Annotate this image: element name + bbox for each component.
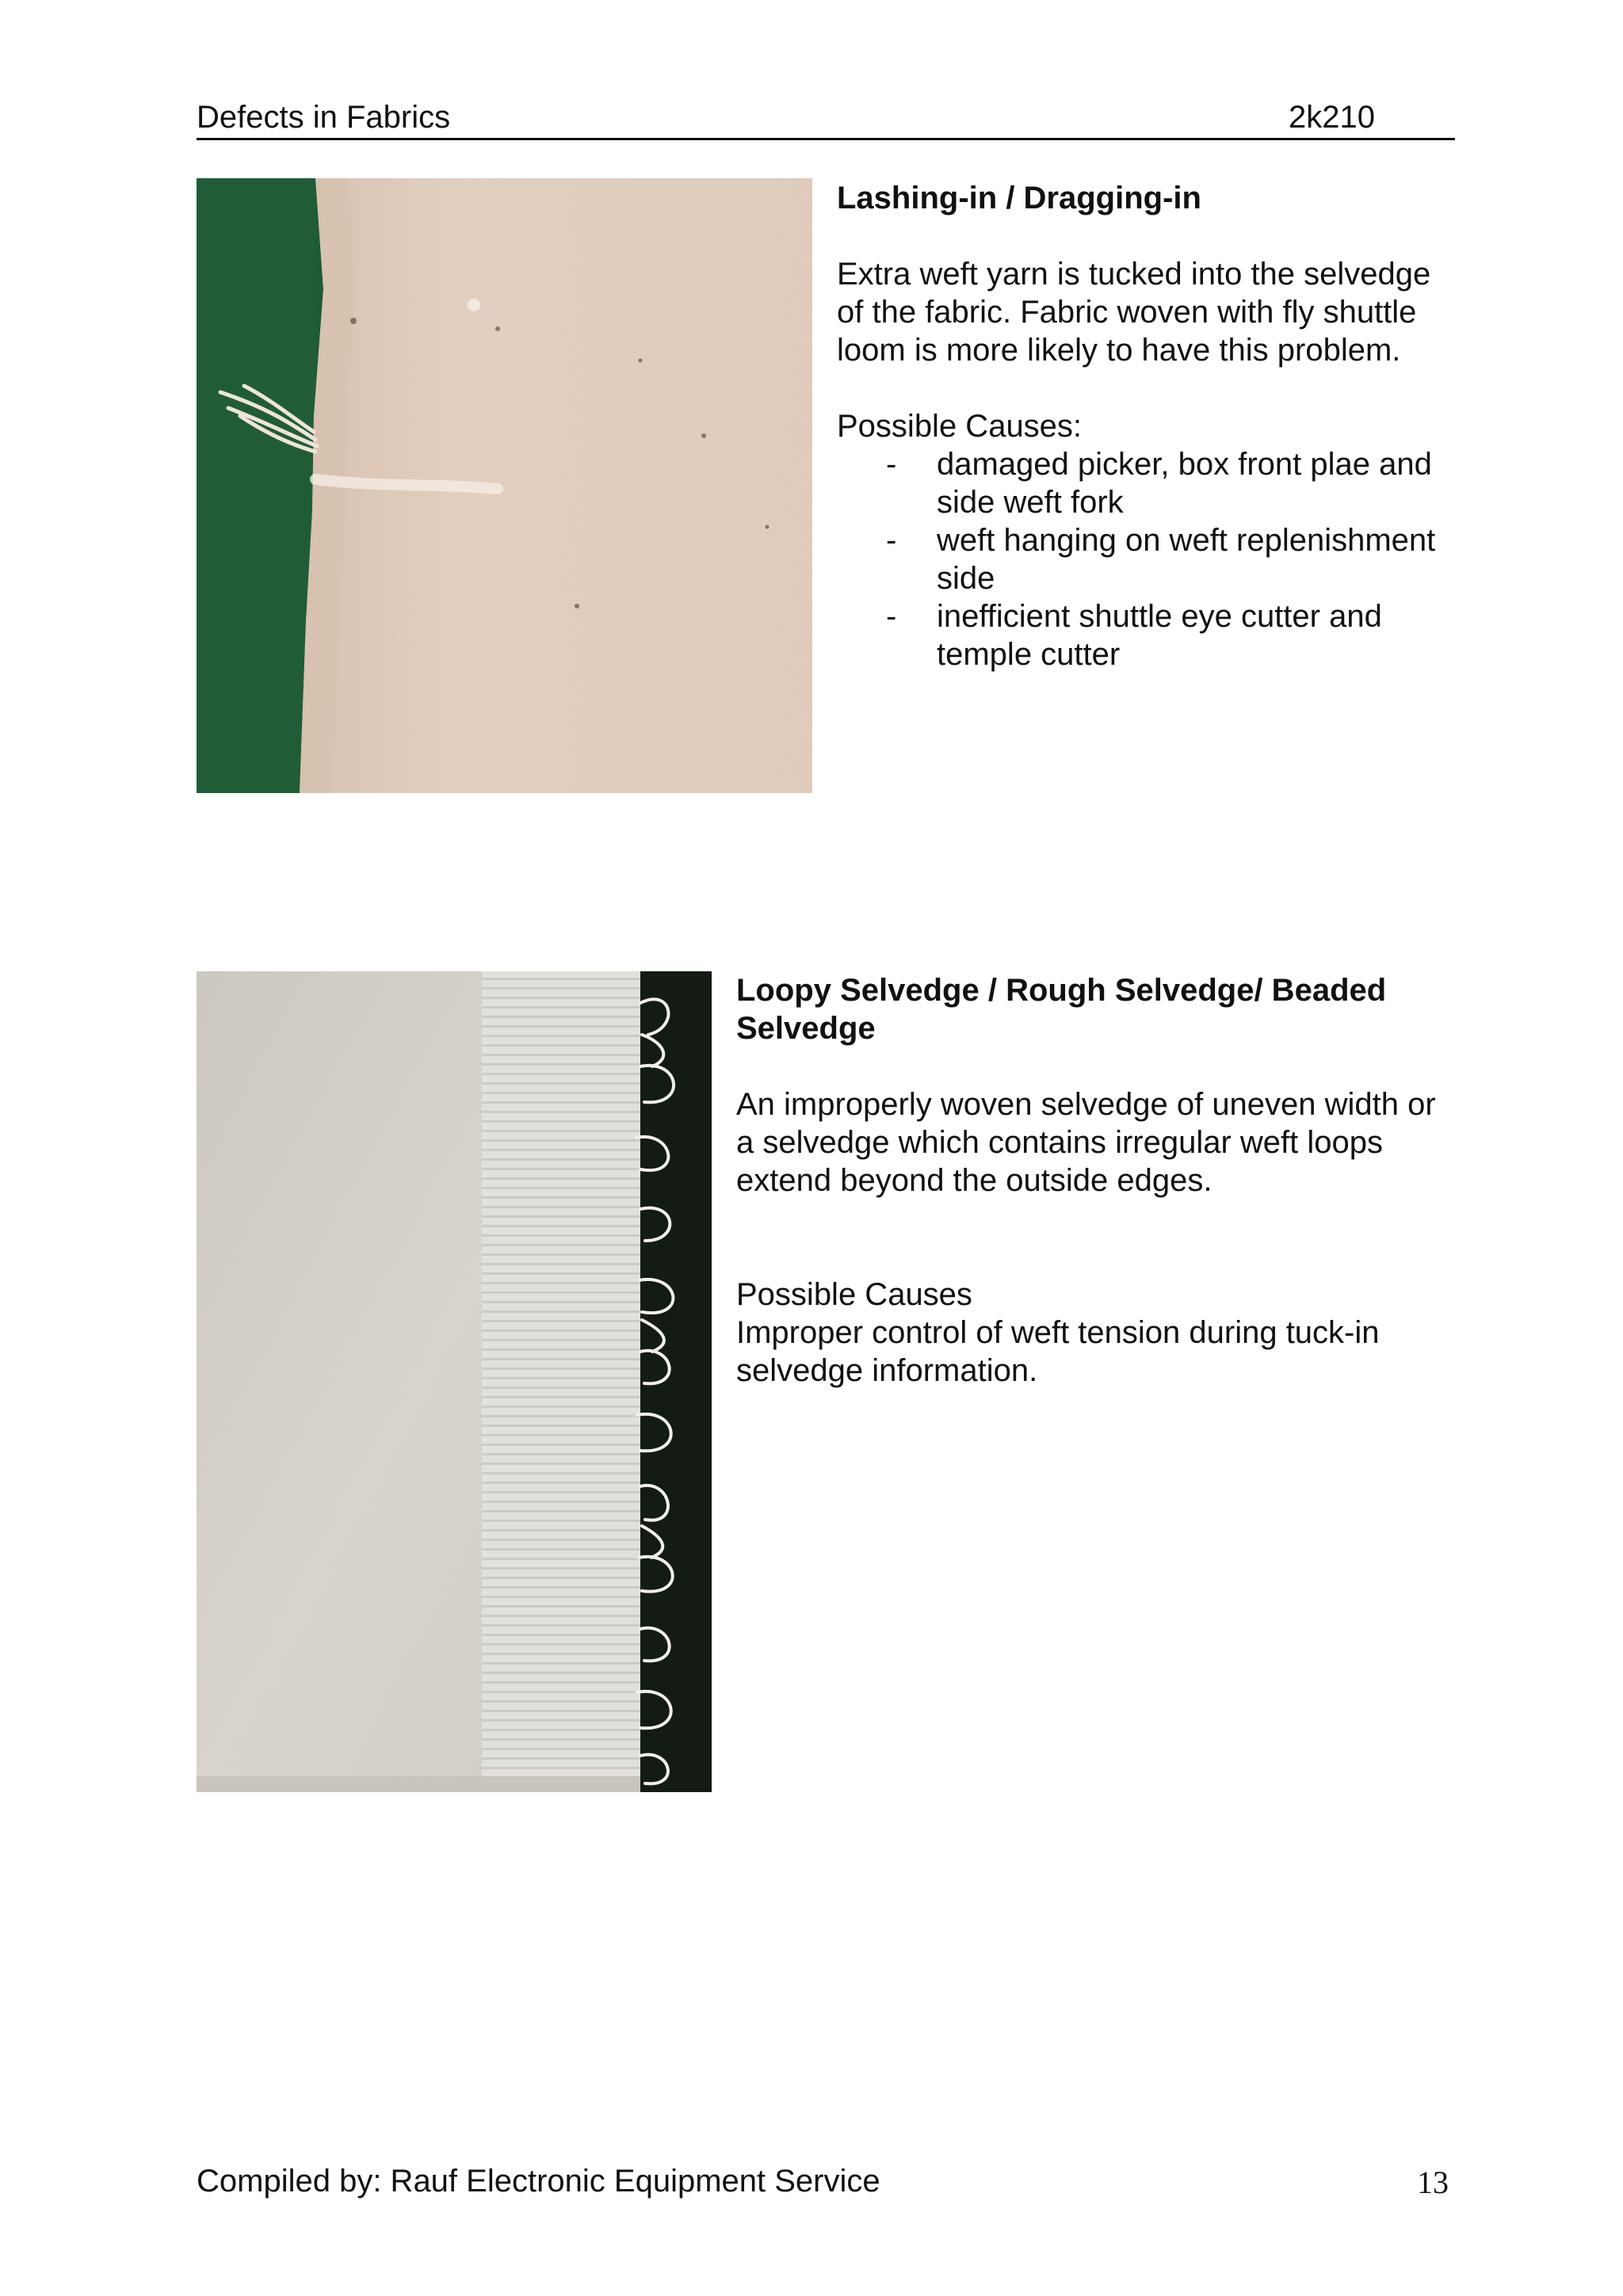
loopy-selvedge-fabric-photo bbox=[197, 971, 712, 1792]
lashing-in-fabric-photo bbox=[197, 178, 812, 793]
page-number: 13 bbox=[1417, 2164, 1449, 2200]
page-header bbox=[197, 93, 1455, 140]
document-title: Defects in Fabrics bbox=[197, 100, 451, 135]
cause-text: inefficient shuttle eye cutter and temple cutter bbox=[937, 599, 1382, 672]
bullet-dash: - bbox=[886, 447, 897, 482]
possible-causes-label: Possible Causes bbox=[736, 1277, 972, 1312]
list-item bbox=[886, 445, 1463, 521]
cause-text: weft hanging on weft replenishment side bbox=[937, 523, 1436, 596]
section-description: An improperly woven selvedge of uneven width or a selvedge which contains irregular weft loops extend beyond the outside edges. bbox=[736, 1087, 1436, 1198]
cause-text: damaged picker, box front plae and side weft fork bbox=[937, 447, 1432, 520]
possible-causes-label: Possible Causes: bbox=[837, 409, 1083, 444]
loopy-selvedge-section bbox=[736, 971, 1449, 1390]
section-description: Extra weft yarn is tucked into the selvedge of the fabric. Fabric woven with fly shuttle loom is more likely to have this problem. bbox=[837, 257, 1431, 368]
list-item bbox=[886, 597, 1463, 673]
lashing-in-section bbox=[837, 179, 1463, 673]
list-item bbox=[886, 521, 1463, 597]
cause-text: Improper control of weft tension during tuck-in selvedge information. bbox=[736, 1315, 1380, 1388]
footer-compiled-by: Compiled by: Rauf Electronic Equipment Service bbox=[197, 2164, 880, 2199]
section-title: Loopy Selvedge / Rough Selvedge/ Beaded Selvedge bbox=[736, 973, 1387, 1046]
bullet-dash: - bbox=[886, 523, 897, 558]
bullet-dash: - bbox=[886, 599, 897, 634]
document-code: 2k210 bbox=[1289, 100, 1375, 135]
section-title: Lashing-in / Dragging-in bbox=[837, 181, 1201, 215]
causes-list bbox=[837, 445, 1463, 673]
